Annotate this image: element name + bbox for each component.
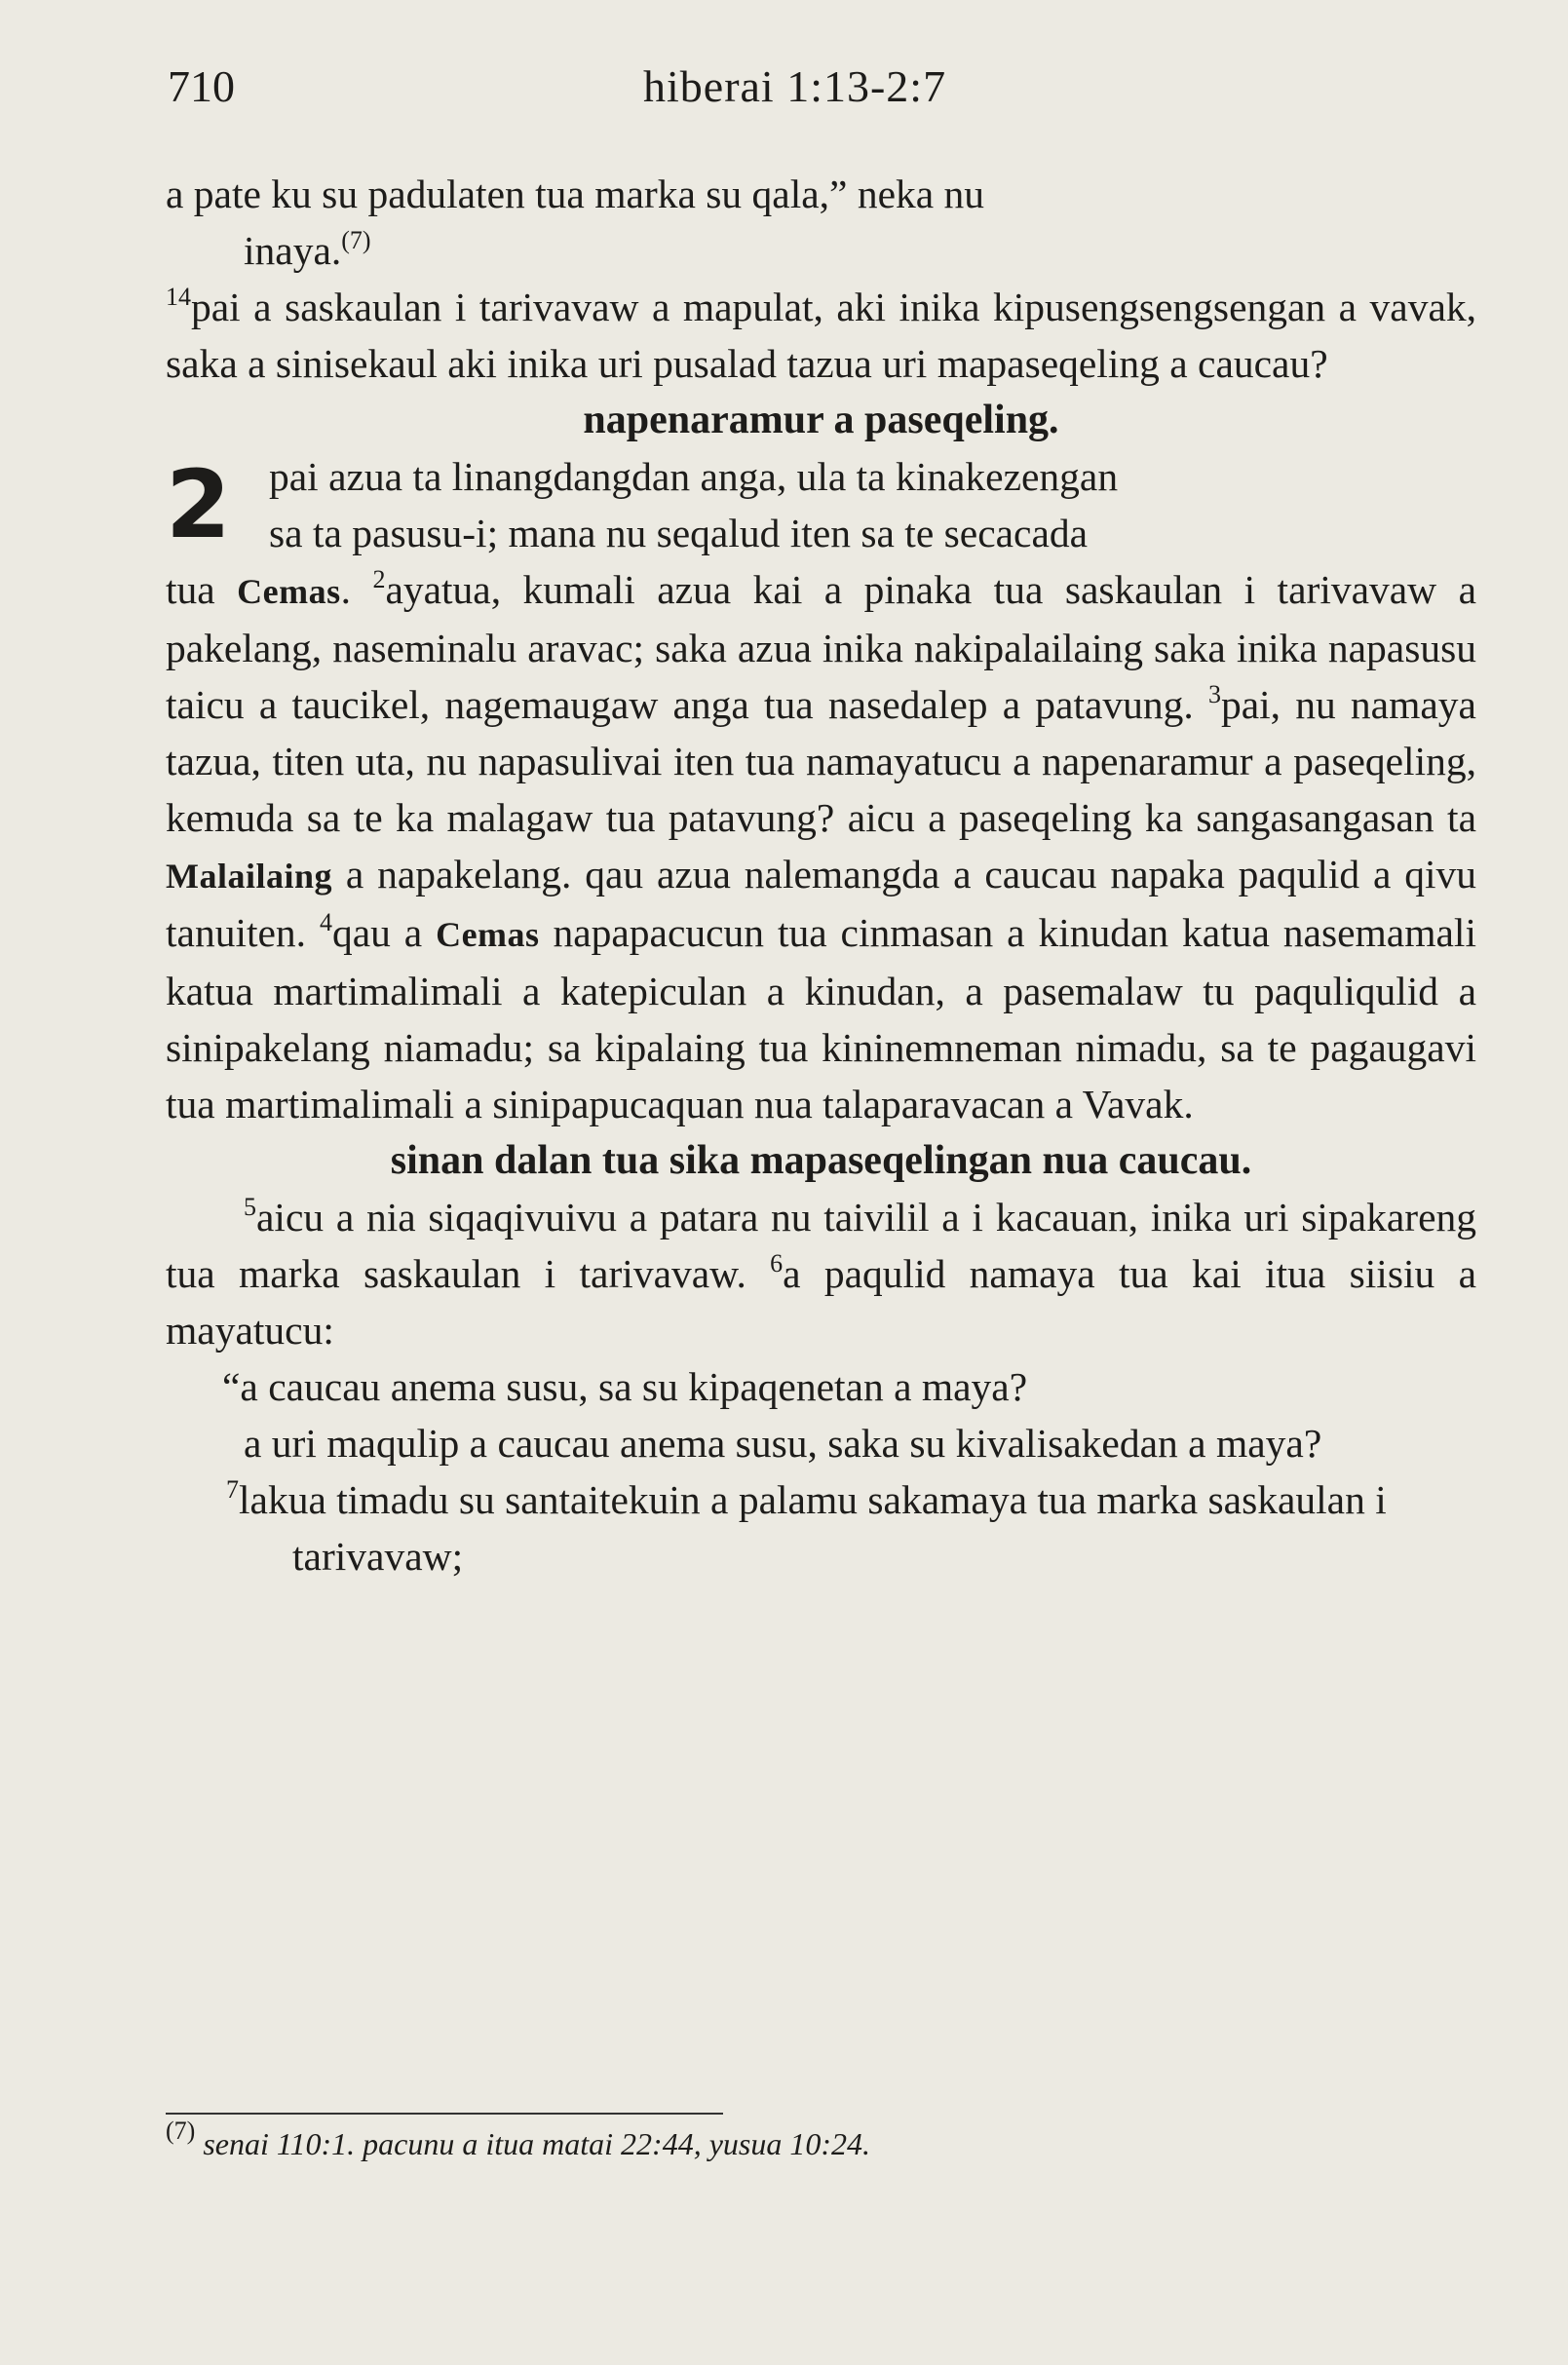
text-fragment: . bbox=[340, 567, 373, 612]
verse-7-text: lakua timadu su santaitekuin a palamu sakamaya tua marka saskaulan i tarivavaw; bbox=[239, 1477, 1387, 1579]
verse-2-text: ayatua, kumali azua kai a pinaka tua saskaulan i tarivavaw a pakelang, naseminalu aravac; saka azua inika nakipalailaing saka inika napasusu taicu a taucikel, nagemaugaw anga tua nasedalep a patavung. bbox=[166, 567, 1477, 727]
divine-name: Cemas bbox=[237, 572, 341, 611]
body-text bbox=[166, 166, 1476, 1584]
poetry-line-2: a uri maqulip a caucau anema susu, saka su kivalisakedan a maya? bbox=[244, 1421, 1322, 1466]
verse-5-text: aicu a nia siqaqivuivu a patara nu taivilil a i kacauan, inika uri sipakareng tua marka saskaulan i tarivavaw. bbox=[166, 1195, 1476, 1296]
footnote-ref[interactable]: (7) bbox=[341, 226, 371, 254]
section-heading-2: sinan dalan tua sika mapaseqelingan nua caucau. bbox=[390, 1138, 1252, 1183]
verse-3-text: pai, nu namaya tazua, titen uta, nu napasulivai iten tua namayatucu a napenaramur a paseqeling, kemuda sa te ka malagaw tua patavung? aicu a paseqeling ka sangasangasan ta bbox=[166, 682, 1476, 840]
verse-4-text: qau a bbox=[331, 910, 437, 955]
verse-13-line1: a pate ku su padulaten tua marka su qala,” neka nu bbox=[166, 172, 985, 216]
verse-13-continuation bbox=[166, 166, 1476, 279]
chapter-2-line1: pai azua ta linangdangdan anga, ula ta kinakezengan bbox=[269, 454, 1119, 499]
page-header bbox=[168, 60, 1503, 119]
verse-number: 5 bbox=[244, 1193, 256, 1221]
divine-name: Cemas bbox=[436, 915, 540, 954]
divine-name: Malailaing bbox=[166, 857, 333, 896]
verse-13-line2: inaya. bbox=[244, 228, 342, 273]
footnote-divider bbox=[166, 2113, 723, 2115]
footnote bbox=[166, 2117, 1476, 2167]
verse-6-text: a paqulid namaya tua kai itua siisiu a mayatucu: bbox=[166, 1251, 1476, 1353]
verse-number: 14 bbox=[166, 283, 191, 311]
running-title: hiberai 1:13-2:7 bbox=[643, 61, 947, 111]
verse-14 bbox=[166, 279, 1476, 392]
page-number: 710 bbox=[168, 61, 235, 111]
verse-4-text-2: napapacucun tua cinmasan a kinudan katua nasemamali katua martimalimali a katepiculan a kinudan, a pasemalaw tu paquliqulid a sinipakelang niamadu; sa kipalaing tua kininemneman nimadu, sa te pagaugavi tua martimalimali a sinipapucaquan nua talaparavacan a Vavak. bbox=[166, 910, 1476, 1126]
chapter-2-line2: sa ta pasusu-i; mana nu seqalud iten sa te secacada bbox=[269, 511, 1089, 555]
verse-number: 7 bbox=[226, 1475, 239, 1504]
verse-5-6 bbox=[166, 1189, 1476, 1358]
verse-number: 4 bbox=[319, 908, 332, 936]
verse-3-text-2: a napakelang. qau azua nalemangda a caucau napaka paqulid a qivu tanuiten. bbox=[166, 852, 1476, 955]
footnote-text: senai 110:1. pacunu a itua matai 22:44, yusua 10:24. bbox=[203, 2126, 870, 2161]
poetry-line-3 bbox=[166, 1471, 1476, 1584]
chapter-2-block bbox=[166, 448, 1476, 1132]
text-fragment: tua bbox=[166, 567, 238, 612]
verse-number: 2 bbox=[372, 565, 386, 593]
chapter-number: 2 bbox=[166, 450, 231, 559]
chapter-2-text bbox=[166, 561, 1476, 1132]
section-heading-1: napenaramur a paseqeling. bbox=[583, 398, 1059, 442]
verse-number: 3 bbox=[1207, 680, 1221, 708]
footnote-marker: (7) bbox=[166, 2117, 196, 2145]
poetry-line-1: “a caucau anema susu, sa su kipaqenetan a maya? bbox=[222, 1364, 1028, 1409]
verse-number: 6 bbox=[770, 1249, 784, 1278]
verse-14-text: pai a saskaulan i tarivavaw a mapulat, aki inika kipusengsengsengan a vavak, saka a sinisekaul aki inika uri pusalad tazua uri mapaseqeling a caucau? bbox=[166, 285, 1476, 386]
